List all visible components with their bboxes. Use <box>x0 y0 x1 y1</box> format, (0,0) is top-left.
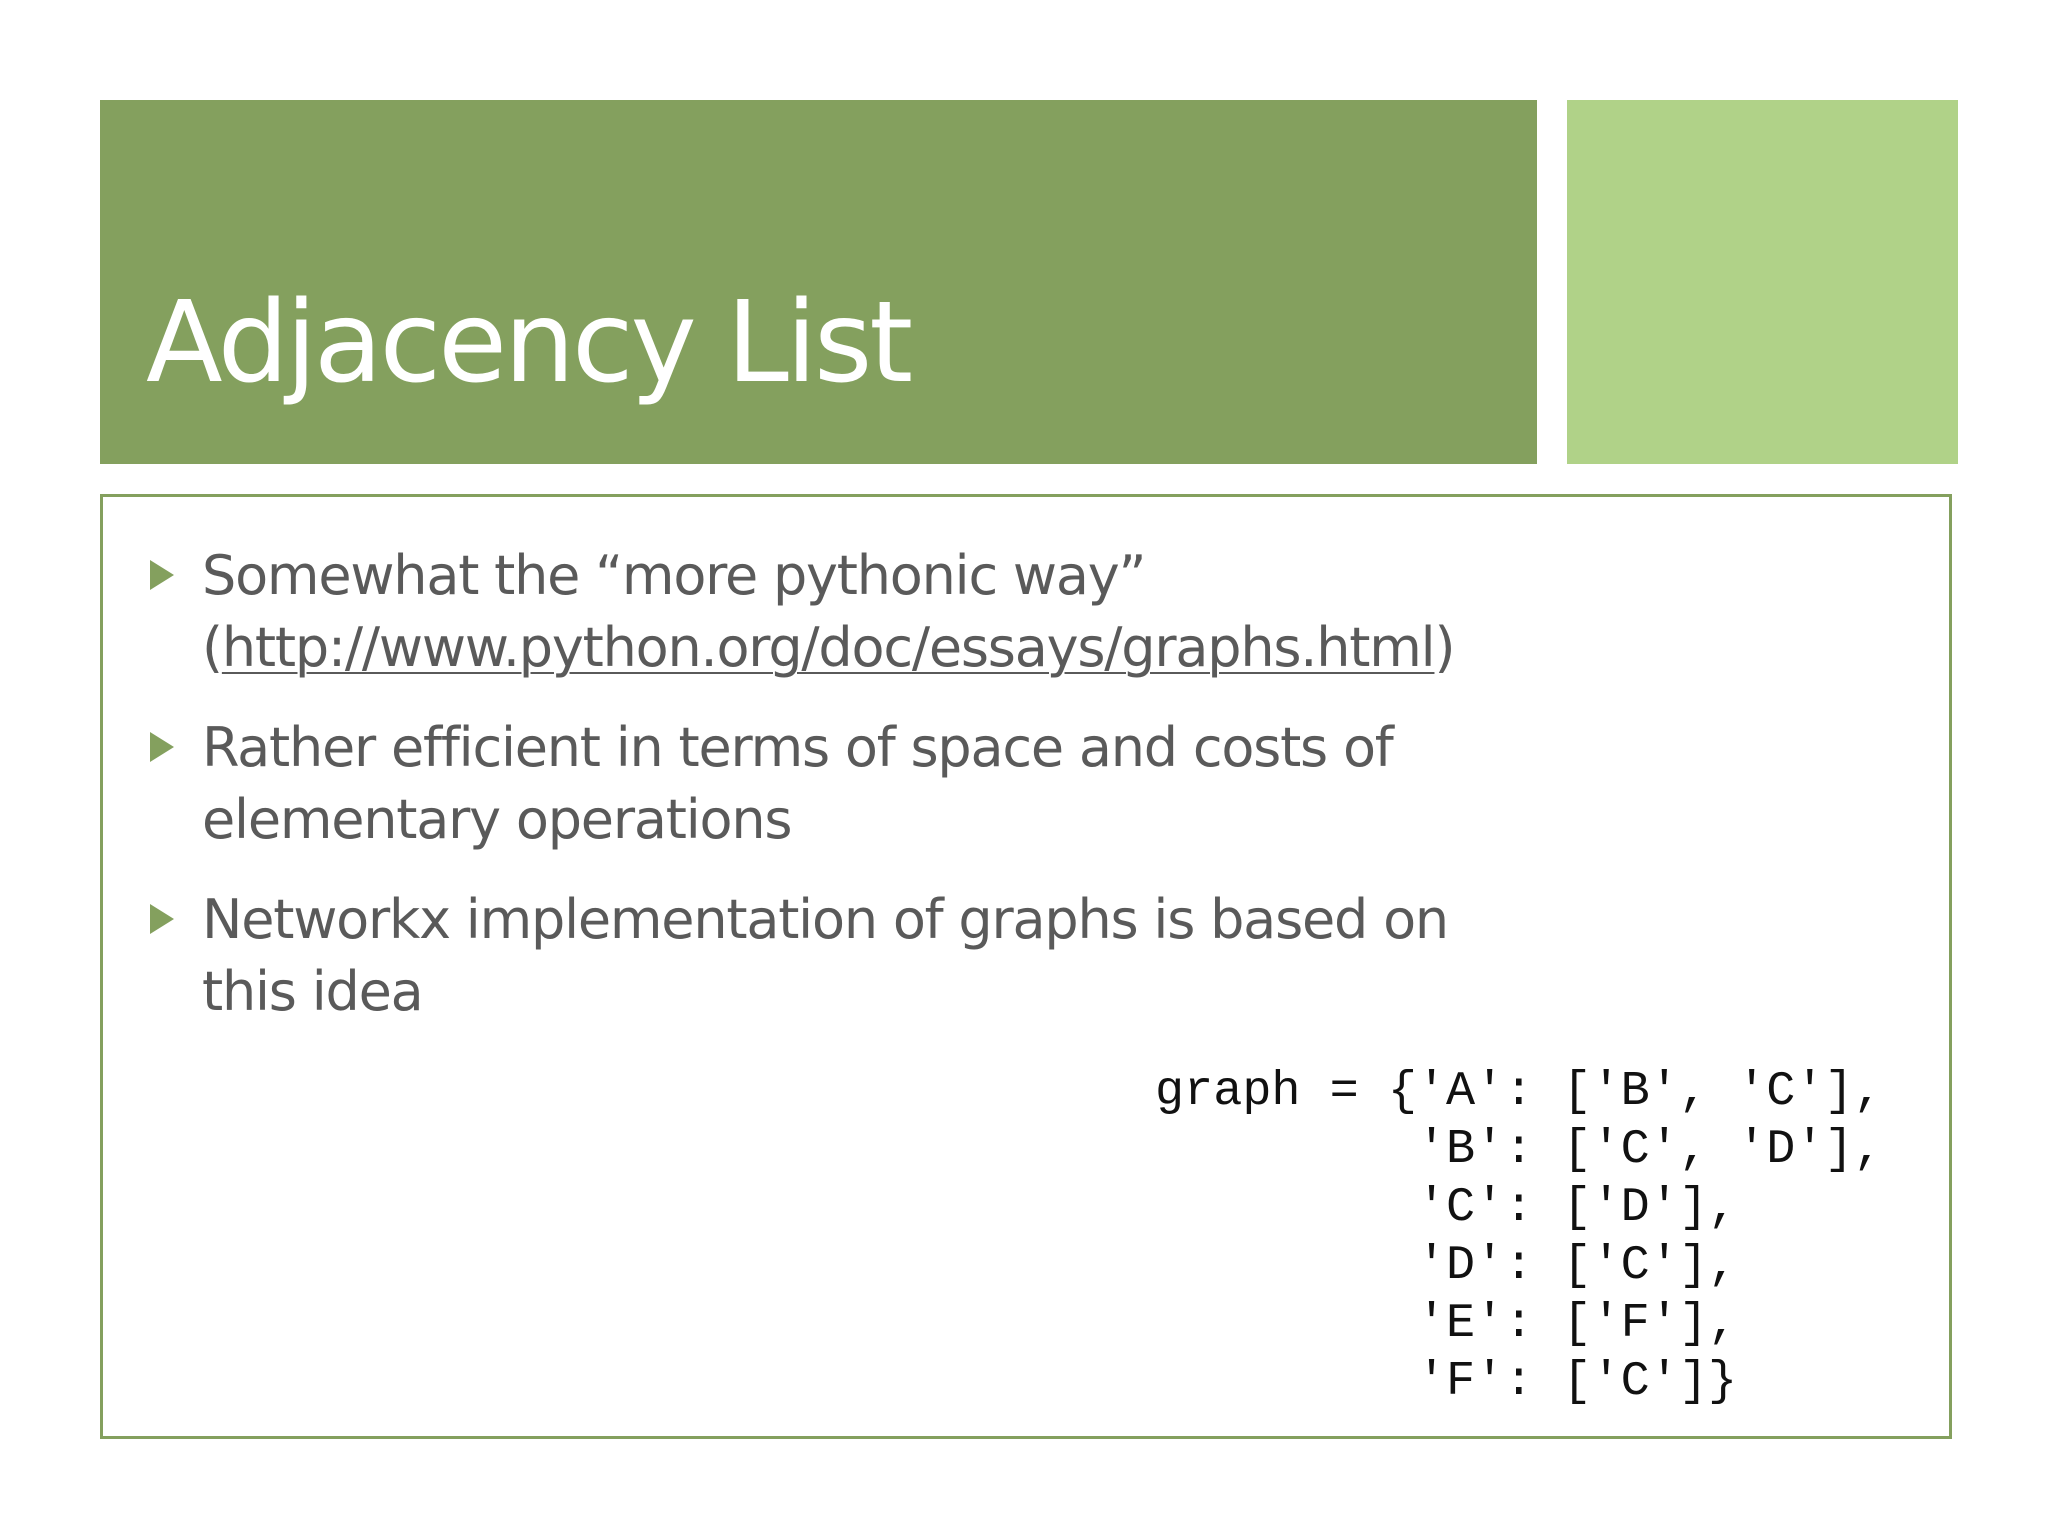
bullet-text: Networkx implementation of graphs is based on this idea <box>202 888 1448 1023</box>
bullet-text: Rather efficient in terms of space and costs of elementary operations <box>202 716 1393 851</box>
triangle-bullet-icon <box>150 904 174 934</box>
bullet-text: Somewhat the “more pythonic way” ( <box>202 544 1146 679</box>
triangle-bullet-icon <box>150 560 174 590</box>
bullet-item-efficient <box>150 712 1490 856</box>
slide-title: Adjacency List <box>146 278 911 408</box>
bullet-text-suffix: ) <box>1434 616 1455 679</box>
bullet-item-pythonic <box>150 540 1490 684</box>
bullet-item-networkx <box>150 884 1490 1028</box>
title-accent-block <box>1567 100 1958 464</box>
triangle-bullet-icon <box>150 732 174 762</box>
python-essay-link[interactable]: http://www.python.org/doc/essays/graphs.html <box>221 616 1435 679</box>
bullet-list <box>150 540 1490 1056</box>
code-block: graph = {'A': ['B', 'C'], 'B': ['C', 'D'], 'C': ['D'], 'D': ['C'], 'E': ['F'], 'F': ['C']} <box>1155 1064 1883 1409</box>
